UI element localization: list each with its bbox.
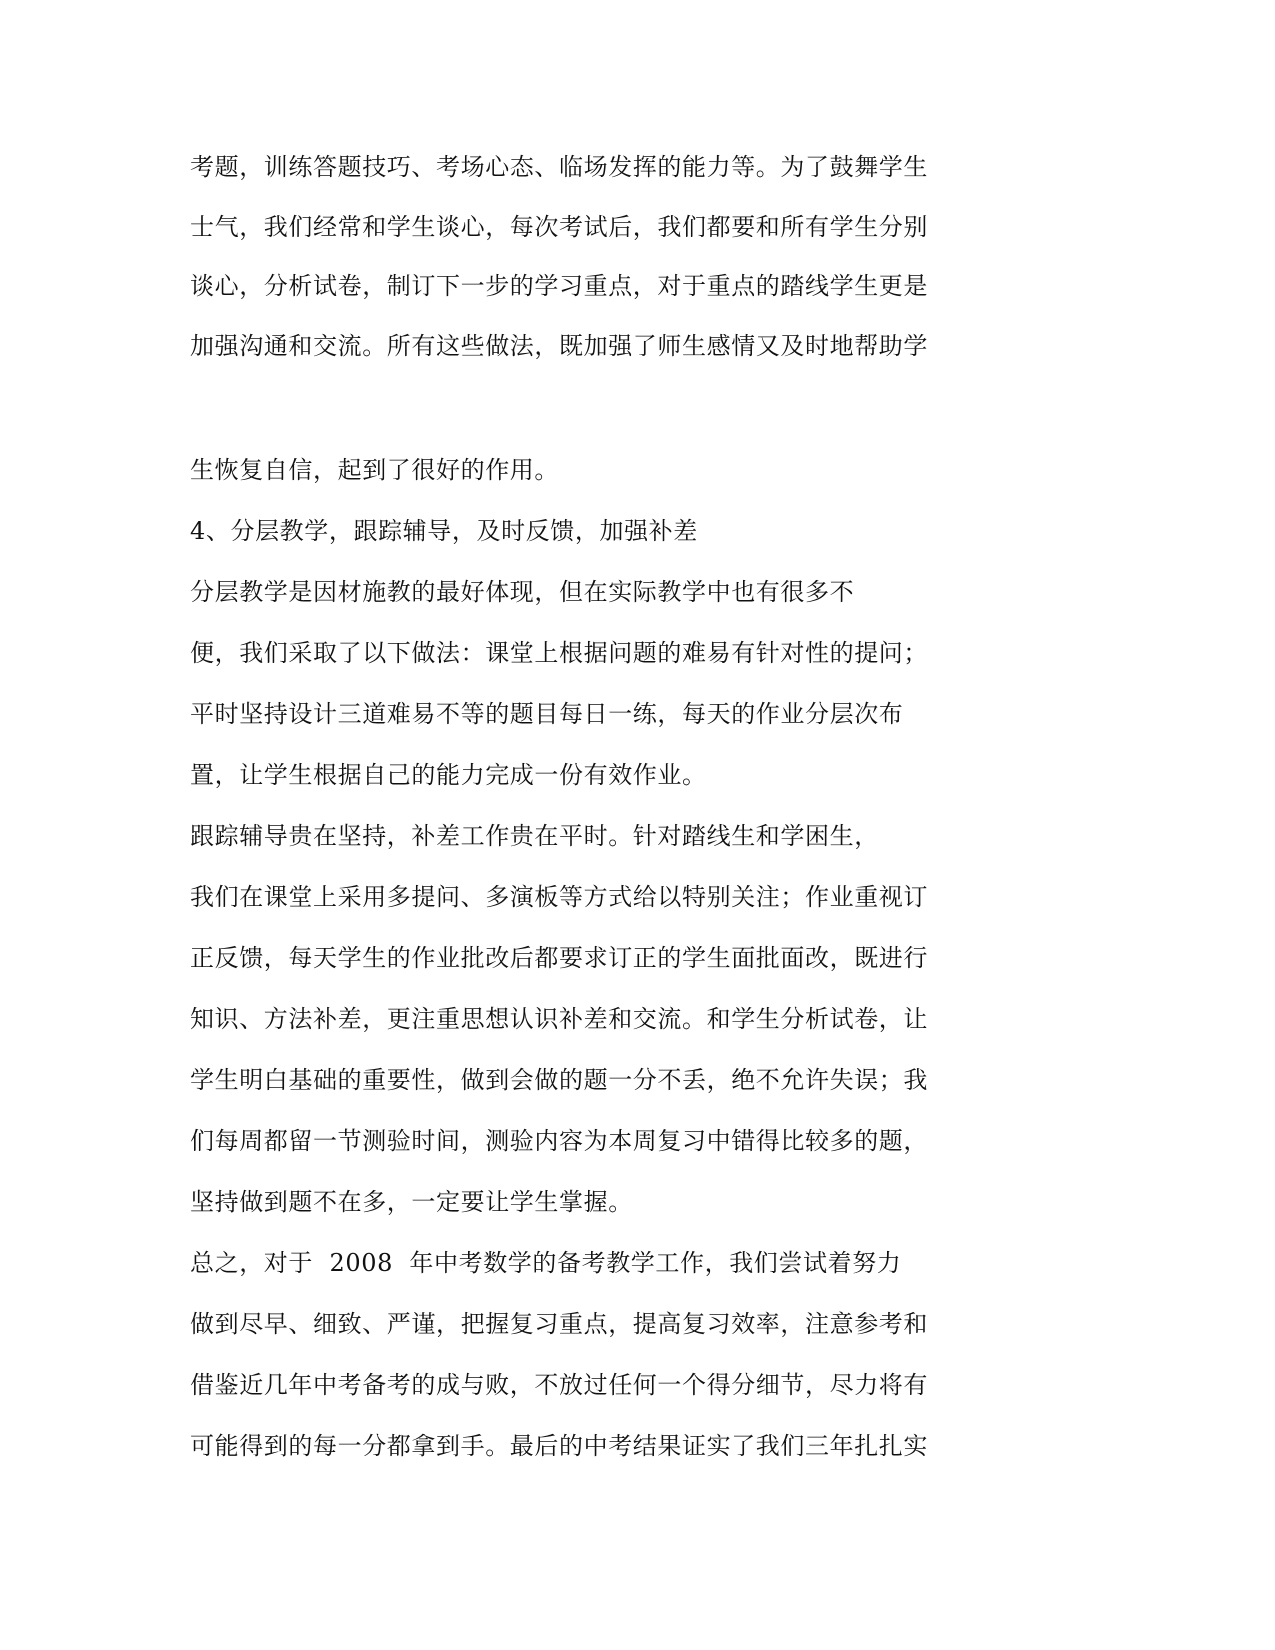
paragraph-line: 加强沟通和交流。所有这些做法，既加强了师生感情又及时地帮助学	[190, 332, 928, 360]
paragraph-line: 跟踪辅导贵在坚持，补差工作贵在平时。针对踏线生和学困生，	[190, 822, 879, 850]
paragraph-line: 做到尽早、细致、严谨，把握复习重点，提高复习效率，注意参考和	[190, 1310, 928, 1338]
section-heading: 4、分层教学，跟踪辅导，及时反馈，加强补差	[190, 517, 698, 545]
paragraph-line: 我们在课堂上采用多提问、多演板等方式给以特别关注；作业重视订	[190, 883, 928, 911]
paragraph-line: 置，让学生根据自己的能力完成一份有效作业。	[190, 761, 707, 789]
paragraph-line: 知识、方法补差，更注重思想认识补差和交流。和学生分析试卷，让	[190, 1005, 928, 1033]
paragraph-line: 借鉴近几年中考备考的成与败，不放过任何一个得分细节，尽力将有	[190, 1371, 928, 1399]
paragraph-line: 们每周都留一节测验时间，测验内容为本周复习中错得比较多的题，	[190, 1127, 928, 1155]
paragraph-line: 学生明白基础的重要性，做到会做的题一分不丢，绝不允许失误；我	[190, 1066, 928, 1094]
paragraph-line: 生恢复自信，起到了很好的作用。	[190, 456, 559, 484]
paragraph-line: 谈心，分析试卷，制订下一步的学习重点，对于重点的踏线学生更是	[190, 272, 928, 300]
paragraph-line: 平时坚持设计三道难易不等的题目每日一练，每天的作业分层次布	[190, 700, 904, 728]
paragraph-line: 正反馈，每天学生的作业批改后都要求订正的学生面批面改，既进行	[190, 944, 928, 972]
paragraph-line: 总之，对于 2008 年中考数学的备考教学工作，我们尝试着努力	[190, 1249, 902, 1277]
paragraph-line: 士气，我们经常和学生谈心，每次考试后，我们都要和所有学生分别	[190, 213, 928, 241]
paragraph-line: 考题，训练答题技巧、考场心态、临场发挥的能力等。为了鼓舞学生	[190, 153, 928, 181]
paragraph-line: 可能得到的每一分都拿到手。最后的中考结果证实了我们三年扎扎实	[190, 1432, 928, 1460]
paragraph-line: 便，我们采取了以下做法：课堂上根据问题的难易有针对性的提问；	[190, 639, 928, 667]
paragraph-line: 分层教学是因材施教的最好体现，但在实际教学中也有很多不	[190, 578, 855, 606]
paragraph-line: 坚持做到题不在多，一定要让学生掌握。	[190, 1188, 633, 1216]
